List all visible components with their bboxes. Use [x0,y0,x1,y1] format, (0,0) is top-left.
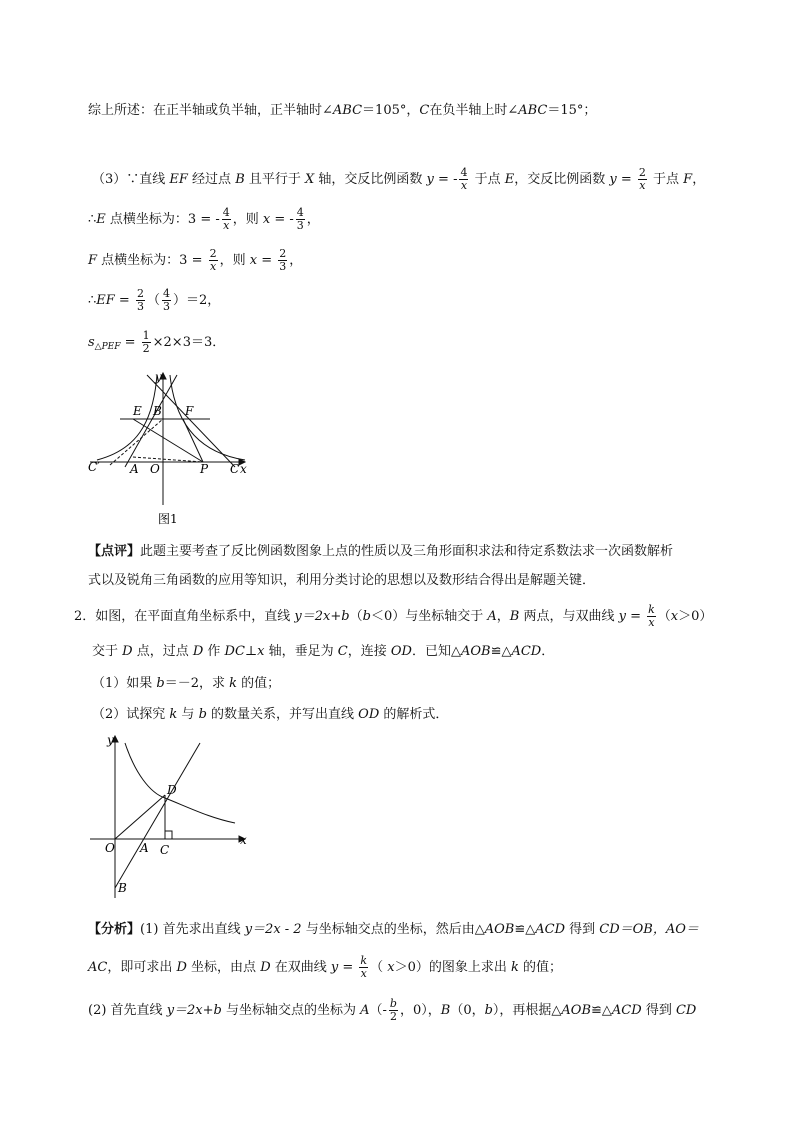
frac-k-x [647,604,656,629]
text: (1) 首先求出直线 [140,922,245,937]
part3-text: （3）∵直线 [92,172,170,187]
text: 得到 [565,922,600,937]
point-e: E [96,212,106,227]
fig1-label-o: O [150,462,160,476]
fig1-label-a: A [130,462,139,476]
text: ，即可求出 [107,960,177,975]
part3-line [92,165,705,195]
frac-num: 4 [460,166,468,179]
q2-line1 [74,602,712,632]
line-ef [88,286,220,316]
fig2-label-o: O [105,841,115,855]
text: ≌△ [514,922,536,937]
segment-ac: AC [88,960,108,975]
comment-text: 此题主要考查了反比例函数图象上点的性质以及三角形面积求法和待定系数法求一次函数解析 [140,544,674,559]
comment-text: 式以及锐角三角函数的应用等知识，利用分类讨论的思想以及数形结合得出是解题关键． [88,573,596,588]
point-e: E [504,172,515,187]
figure-2 [85,728,265,903]
q2-line2 [92,640,554,664]
text: （ [370,960,388,975]
frac [136,288,145,313]
text: ＝－2，求 [164,676,230,691]
eq2: = [616,172,636,187]
frac-num: 2 [136,287,144,300]
frac-den: 3 [136,300,144,313]
point-c: C [337,644,348,659]
frac-k-x [359,955,368,980]
text: （ [349,609,363,624]
line-ab [125,375,177,467]
frac-den: x [209,260,217,273]
eq: = [625,609,646,624]
part3-text-h: ， [692,172,706,187]
text: 的解析式． [379,707,449,722]
dashed-line-1 [133,457,203,462]
angle-abc-2: ABC [518,103,548,118]
fig1-label-cprime: C′ [88,460,100,474]
line-e-coord [88,205,320,235]
frac [296,207,305,232]
text: （0， [450,1003,485,1018]
text: （2）试探究 [92,707,170,722]
point-d: D [260,960,271,975]
text: ，0）， [399,1003,441,1018]
text: 与坐标轴交点的坐标为 [221,1003,361,1018]
text: ≌△ [490,644,512,659]
eq: = [257,253,277,268]
text: ×2×3＝3． [152,335,226,350]
text: 坐标，由点 [186,960,261,975]
eq: = [120,335,140,350]
point-b: B [440,1003,451,1018]
tri-aob: AOB [460,644,491,659]
frac-num: 1 [142,329,150,342]
segment-od: OD [390,644,412,659]
var-x: x [262,212,271,227]
var-y: y [618,609,626,624]
expr: y＝2x+b [294,609,350,624]
therefore: ∴ [88,293,97,308]
summary-text-d: ＝15°； [547,103,597,118]
text: ．已知△ [411,644,461,659]
frac-den: 2 [142,342,150,355]
text: ＜0）与坐标轴交于 [370,609,488,624]
comment-1-line1 [88,540,673,564]
text: ≌△ [591,1003,612,1018]
line-f-coord [88,246,302,276]
tri-aob: AOB [561,1003,592,1018]
frac-den: 3 [279,260,287,273]
text: 点横坐标为：3 = [97,253,207,268]
ef-label: EF [96,293,115,308]
point-f: F [683,172,693,187]
text: 与 [177,707,199,722]
text: 的值； [518,960,563,975]
text: 交于 [92,644,123,659]
frac [162,288,171,313]
point-a: A [487,609,497,624]
frac-2-x [638,167,647,192]
point-b: B [235,172,245,187]
eq: = [114,293,134,308]
text: ． [541,644,555,659]
frac-den: 3 [162,300,170,313]
text: ， [496,609,510,624]
text: 作 [203,644,225,659]
frac [209,248,218,273]
part3-text-f: ，交反比例函数 [514,172,610,187]
frac-num: 2 [209,247,217,260]
text: 的数量关系，并写出直线 [206,707,359,722]
text: 点横坐标为：3 = - [105,212,220,227]
therefore: ∴ [88,212,97,227]
text: ， [306,212,320,227]
fig2-label-c: C [160,843,170,857]
var-b: b [484,1003,493,1018]
text: ， [289,253,303,268]
frac-num: b [389,997,397,1010]
summary-text-c: 在负半轴上时∠ [429,103,519,118]
expr: y＝2x+b [166,1003,222,1018]
line-y-2x-b [115,743,200,888]
tri-acd: ACD [535,922,565,937]
frac-num: 4 [162,287,170,300]
segment-dc: DC [224,644,245,659]
var-b: b [362,609,371,624]
frac-num: 4 [222,206,230,219]
part3-text-g: 于点 [648,172,684,187]
fig1-label-x: x [240,462,247,476]
figure-1 [85,365,260,530]
fig2-label-d: D [167,783,177,797]
point-b: B [509,609,520,624]
fig1-caption: 图1 [158,512,178,526]
var-x: x [249,253,258,268]
point-d: D [122,644,133,659]
var-x: x [670,609,679,624]
right-angle-mark [165,831,172,839]
expr: CD＝OB，AO＝ [599,922,699,937]
text: （1）如果 [92,676,157,691]
text: 两点，与双曲线 [519,609,619,624]
var-y2: y [609,172,617,187]
text: 点，过点 [132,644,193,659]
var-b: b [198,707,207,722]
point-a: A [360,1003,370,1018]
q2-number: 2． [74,609,96,624]
analysis-line3 [88,996,696,1026]
text: （ [657,609,671,624]
fig1-label-c: C [230,462,240,476]
text: ），再根据△ [492,1003,562,1018]
var-b: b [156,676,165,691]
segment-cd: CD [675,1003,697,1018]
text: ＞0）的图象上求出 [394,960,511,975]
text: 如图，在平面直角坐标系中，直线 [95,609,295,624]
analysis-tag: 【分析】 [88,922,141,937]
ef-label: EF [169,172,188,187]
fig2-label-a: A [140,841,149,855]
paren: （ [146,293,160,308]
eq: = - [270,212,294,227]
text: 与坐标轴交点的坐标，然后由△ [301,922,485,937]
fig1-label-f: F [185,404,194,418]
paren: ）＝2， [172,293,221,308]
segment-od: OD [358,707,380,722]
text: ，则 [219,253,250,268]
text: 轴，垂足为 [264,644,338,659]
fig1-label-y: y [155,370,162,384]
frac-b-2 [389,998,398,1023]
frac-num: 4 [296,206,304,219]
text: ＞0） [678,609,713,624]
frac [142,330,151,355]
var-x: x [387,960,395,975]
part3-text-b: 经过点 [187,172,236,187]
analysis-line1 [88,918,699,942]
var-y: y [330,960,339,975]
eq1: = - [433,172,458,187]
comment-1-line2 [88,569,595,593]
text: 在双曲线 [270,960,331,975]
left-hyperbola [97,375,157,460]
fig2-label-x: x [240,833,247,847]
point-d: D [192,644,204,659]
point-c: C [419,103,430,118]
frac-num: k [648,603,655,616]
frac [222,207,231,232]
text: 得到 [641,1003,676,1018]
frac-den: 3 [296,219,304,232]
segment-od [115,795,165,839]
var-y1: y [426,172,434,187]
frac-den: x [648,616,655,629]
frac-den: x [460,179,468,192]
text: (2) 首先直线 [88,1003,167,1018]
eq: = [338,960,358,975]
text: ，连接 [347,644,391,659]
comment-tag: 【点评】 [88,544,141,559]
area-sub: △PEF [94,342,121,352]
hyperbola [125,743,235,823]
frac-den: x [223,219,230,232]
frac-den: x [360,967,367,980]
part3-text-c: 且平行于 [244,172,306,187]
var-k: k [229,676,238,691]
frac-num: 2 [279,247,287,260]
text: ⊥ [244,644,258,659]
point-d: D [176,960,187,975]
frac-den: 2 [389,1010,397,1023]
fig1-label-b: B [153,404,162,418]
tri-acd: ACD [511,644,542,659]
summary-line [88,101,596,121]
frac [278,248,287,273]
tri-aob: AOB [484,922,515,937]
text: 的值； [237,676,281,691]
analysis-line2 [88,953,562,983]
angle-abc-1: ABC [332,103,363,118]
q2-part1 [92,672,280,696]
frac-num: k [360,954,368,967]
fig1-label-p: P [200,462,209,476]
frac-num: 2 [638,166,646,179]
fig2-label-b: B [118,881,127,895]
var-k: k [169,707,178,722]
axis-x: X [305,172,315,187]
tri-acd: ACD [611,1003,642,1018]
line-area [88,328,225,362]
var-x: x [257,644,265,659]
area-s: s [88,335,95,350]
text: （- [369,1003,387,1018]
frac-4-x [459,167,468,192]
right-hyperbola [170,375,245,460]
q2-part2 [92,703,448,727]
frac-den: x [639,179,646,192]
summary-text-a: 综上所述：在正半轴或负半轴，正半轴时∠ [88,103,333,118]
expr: y＝2x - 2 [244,922,302,937]
point-f: F [88,253,98,268]
part3-text-e: 于点 [470,172,505,187]
var-k: k [510,960,519,975]
fig1-label-e: E [133,404,142,418]
text: ，则 [232,212,263,227]
fig2-label-y: y [107,733,114,747]
part3-text-d: 轴，交反比例函数 [314,172,427,187]
summary-text-b: ＝105°， [362,103,420,118]
